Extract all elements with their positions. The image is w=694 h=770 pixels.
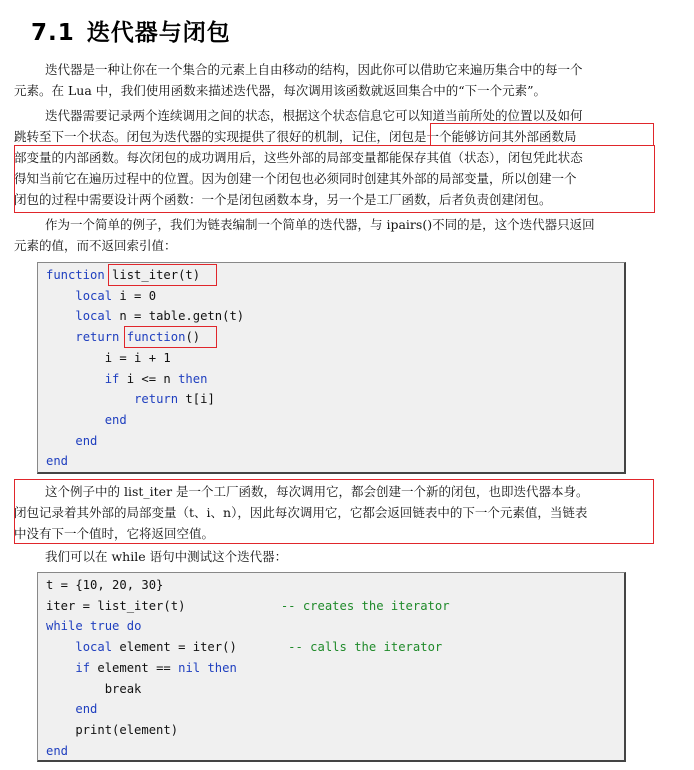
code-keyword: if [75, 660, 91, 675]
highlight-box [124, 326, 217, 348]
paragraph-intro [14, 59, 650, 101]
code-text: iter = list_iter(t) [46, 598, 281, 613]
code-line [46, 576, 163, 594]
code-line [46, 680, 141, 698]
code-keyword: nil [178, 660, 201, 675]
code-text [83, 619, 90, 633]
code-line [46, 638, 442, 656]
section-number: 7.1 [31, 20, 75, 46]
text-line: 迭代器需要记录两个连续调用之间的状态，根据这个状态信息它可以知道当前所处的位置以及如何 [45, 108, 583, 123]
code-block-list-iter [37, 262, 626, 474]
code-comment: -- calls the iterator [288, 640, 443, 655]
code-line [46, 390, 215, 408]
code-text: i <= n [119, 371, 179, 386]
code-line [46, 617, 141, 635]
code-line [46, 700, 97, 718]
code-text [46, 434, 75, 448]
code-text: i = 0 [112, 288, 157, 303]
code-text [46, 330, 75, 344]
code-text: element == [90, 660, 179, 675]
highlight-box [108, 264, 217, 286]
paragraph-while-test [14, 546, 650, 567]
code-keyword: local [75, 640, 113, 655]
code-keyword: then [178, 371, 208, 386]
code-line [46, 370, 207, 388]
text-line: 我们可以在 while 语句中测试这个迭代器： [45, 549, 288, 564]
text-line: 迭代器是一种让你在一个集合的元素上自由移动的结构，因此你可以借助它来遍历集合中的每一个 [45, 62, 583, 77]
text-line: 这个例子中的 list_iter 是一个工厂函数，每次调用它，都会创建一个新的闭包，也即迭代器本身。 [45, 484, 589, 499]
code-line [46, 287, 156, 305]
code-text [46, 640, 75, 654]
code-keyword: function [46, 268, 105, 282]
text-line: 跳转至下一个状态。闭包为迭代器的实现提供了很好的机制，记住，闭包是一个能够访问其外部函数局 [14, 129, 577, 144]
code-line [46, 349, 171, 367]
text-line: 作为一个简单的例子，我们为链表编制一个简单的迭代器，与 ipairs()不同的是，这个迭代器只返回 [45, 217, 595, 232]
code-line [46, 452, 68, 470]
section-title: 迭代器与闭包 [86, 20, 231, 46]
code-line [46, 597, 450, 615]
text-line: 元素。在 Lua 中，我们使用函数来描述迭代器，每次调用该函数就返回集合中的“下一个元素”。 [14, 83, 547, 98]
code-keyword: end [46, 743, 69, 758]
code-block-while-loop [37, 572, 626, 762]
code-keyword: end [75, 433, 98, 448]
code-keyword: if [104, 371, 120, 386]
code-text [46, 661, 75, 675]
text-line: 部变量的内部函数。每次闭包的成功调用后，这些外部的局部变量都能保存其值（状态），闭包凭此状态 [14, 150, 583, 165]
code-text: print(element) [46, 722, 179, 737]
code-line [46, 721, 178, 739]
text-line: 元素的值，而不返回索引值： [14, 238, 177, 253]
code-line [46, 659, 237, 677]
highlight-box [14, 479, 654, 544]
highlight-box [430, 123, 654, 146]
text-line: 闭包记录着其外部的局部变量（t、i、n），因此每次调用它，它都会返回链表中的下一个元素值，当链表 [14, 505, 588, 520]
paragraph-example-intro [14, 214, 650, 256]
code-text [46, 289, 75, 303]
code-keyword: do [126, 619, 142, 634]
code-text: break [46, 681, 142, 696]
code-text [46, 372, 105, 386]
code-text: element = iter() [112, 640, 289, 655]
code-keyword: end [46, 454, 69, 469]
code-text: n = table.getn(t) [112, 309, 245, 324]
code-text [119, 619, 126, 633]
section-heading [31, 14, 231, 47]
code-keyword: true [90, 619, 120, 634]
code-keyword: while [46, 619, 83, 634]
code-text: t = {10, 20, 30} [46, 578, 164, 592]
code-line [46, 742, 68, 760]
text-line: 得知当前它在遍历过程中的位置。因为创建一个闭包也必须同时创建其外部的局部变量，所以创建一个 [14, 171, 577, 186]
highlight-box [14, 145, 655, 213]
code-comment: -- creates the iterator [280, 598, 450, 613]
code-keyword: return [75, 330, 120, 345]
code-line [46, 307, 244, 325]
code-line [46, 432, 97, 450]
code-text: t[i] [178, 392, 215, 407]
code-keyword: local [75, 288, 113, 303]
code-keyword: then [207, 660, 237, 675]
code-text [46, 413, 105, 427]
code-keyword: return [134, 392, 179, 407]
code-text: list_iter(t) [104, 268, 201, 282]
code-text [46, 392, 134, 406]
code-text [46, 702, 75, 716]
code-keyword: end [104, 412, 127, 427]
code-keyword: local [75, 309, 113, 324]
code-text: i = i + 1 [46, 350, 171, 365]
code-text [46, 309, 75, 323]
text-line: 中没有下一个值时，它将返回空值。 [14, 526, 215, 541]
code-keyword: end [75, 702, 98, 717]
code-keyword: function [126, 330, 186, 345]
text-line: 闭包的过程中需要设计两个函数：一个是闭包函数本身，另一个是工厂函数，后者负责创建闭包。 [14, 192, 552, 207]
code-line [46, 411, 127, 429]
code-text: () [185, 330, 201, 345]
